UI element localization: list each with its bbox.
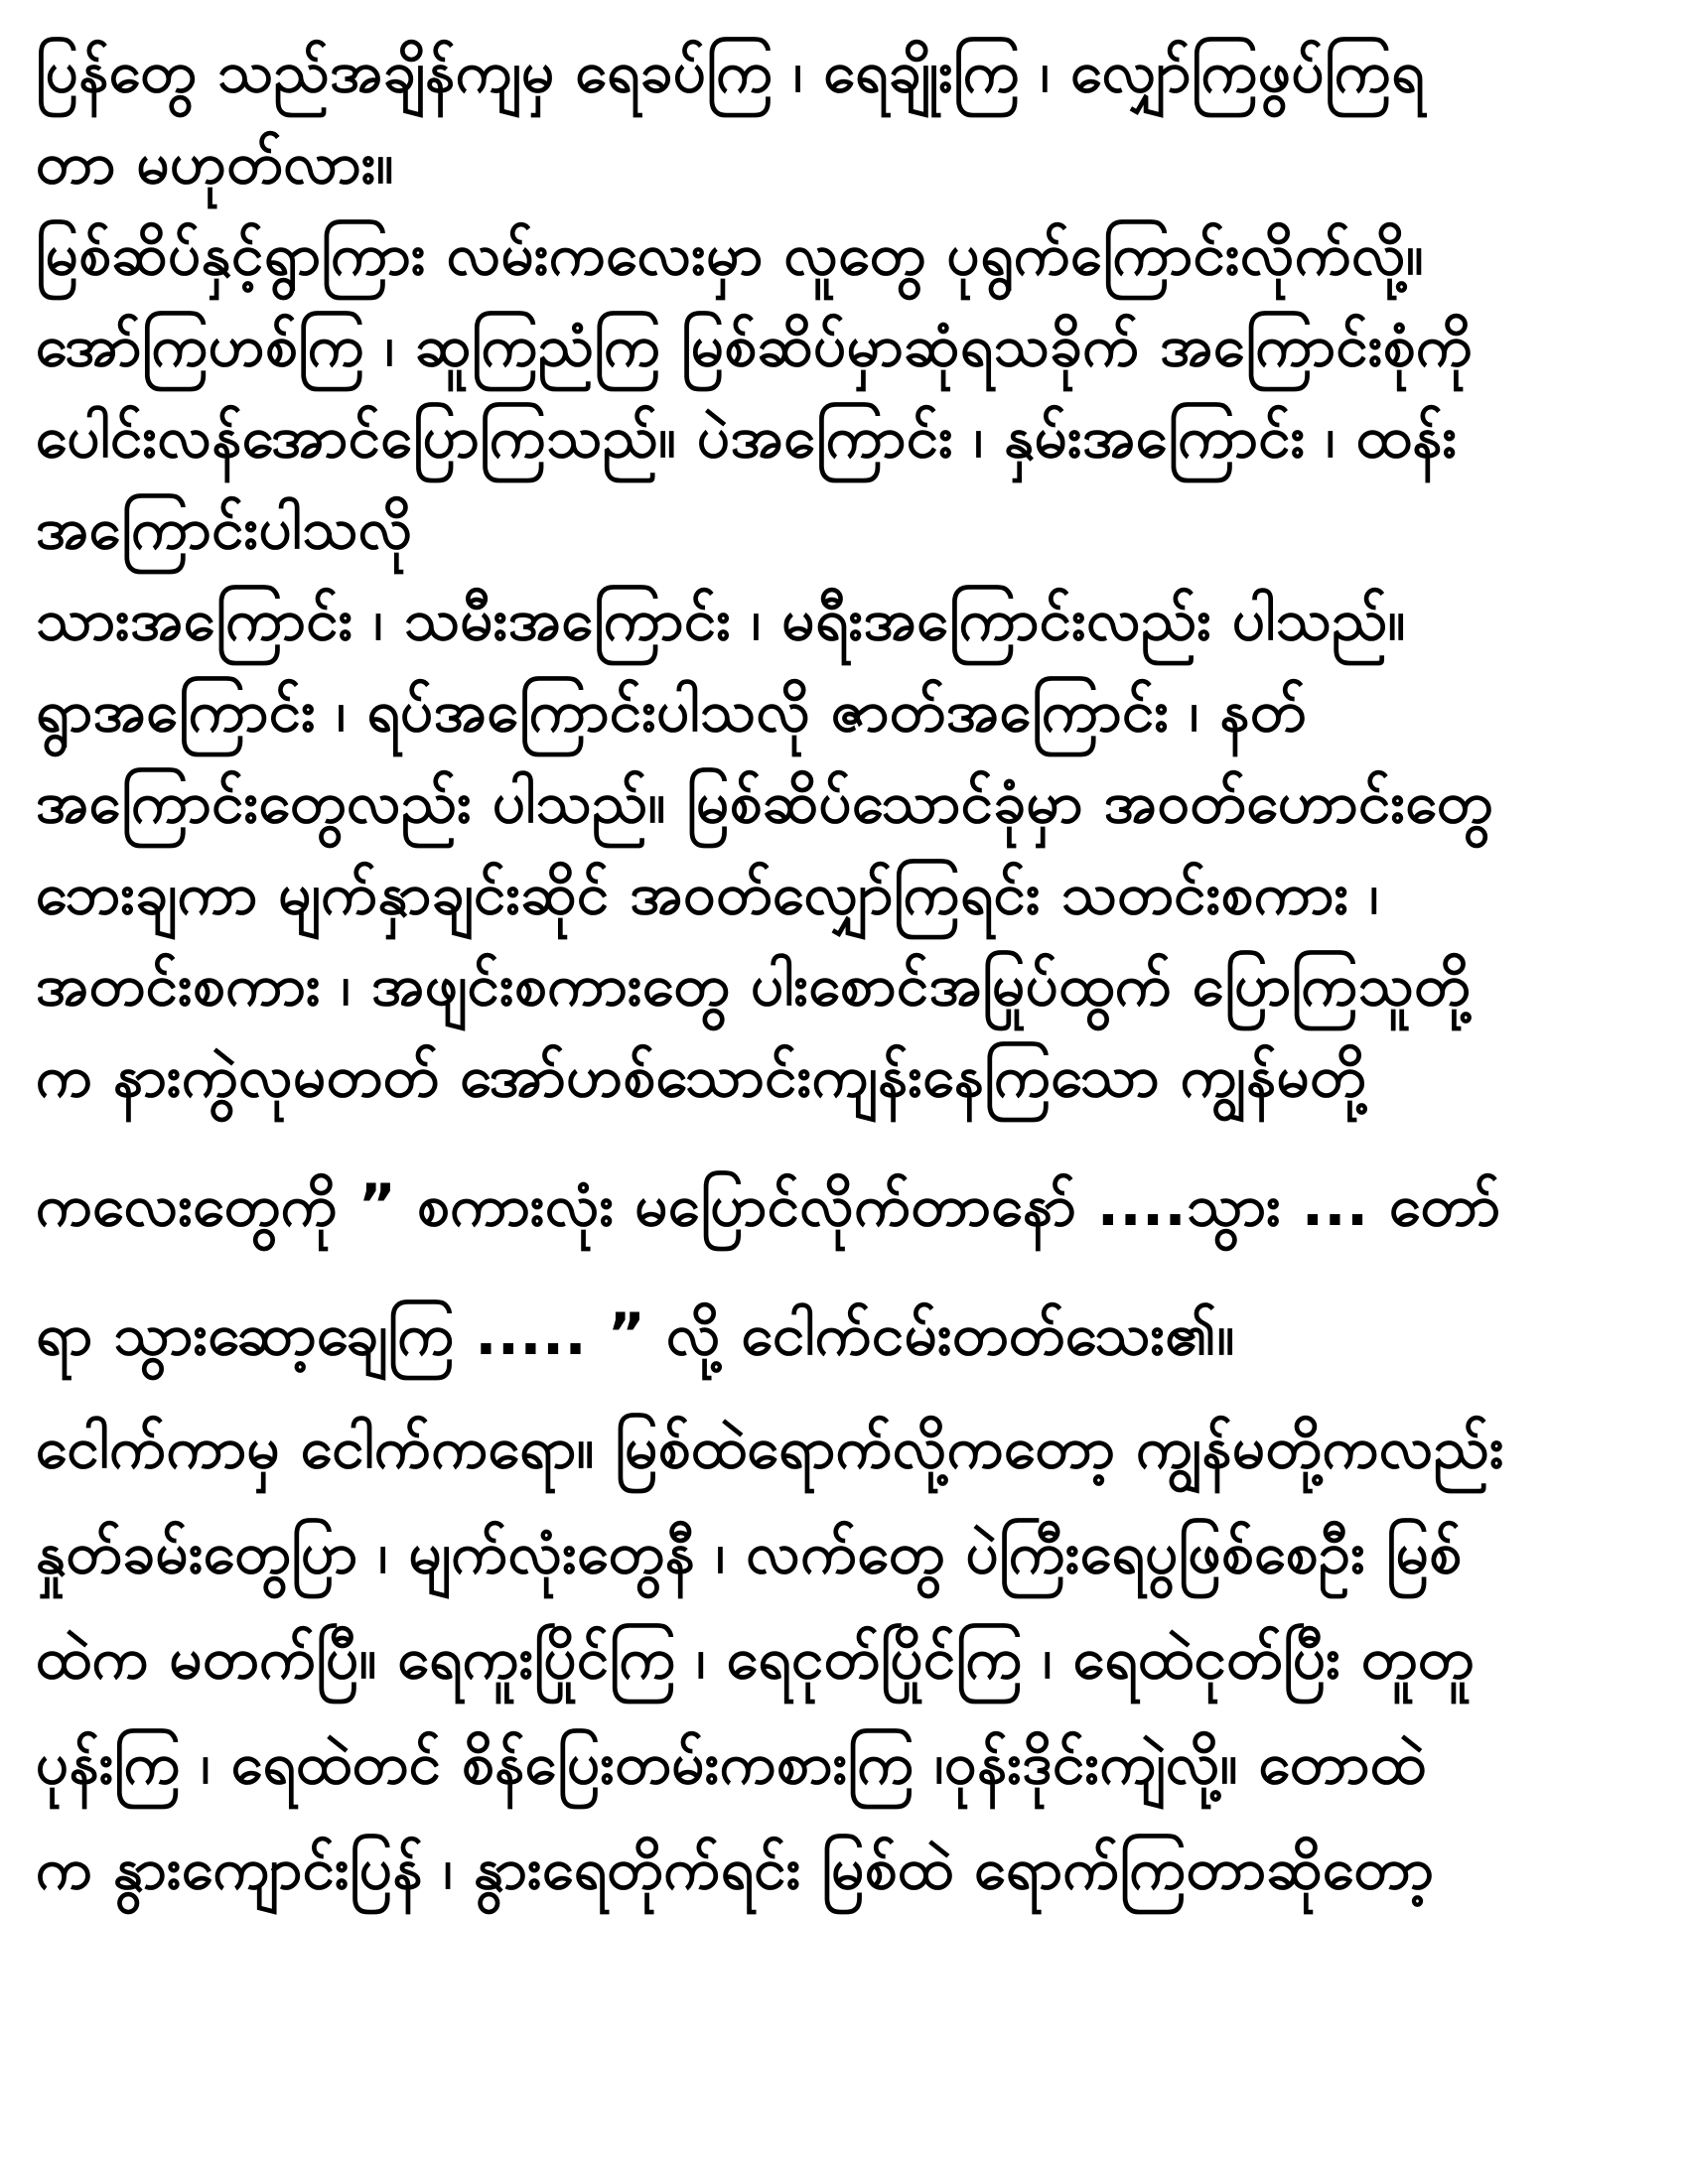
- text-line-7: သားအကြောင်း ၊ သမီးအကြောင်း ၊ မရီးအကြောင်းလည်း ပါသည်။: [36, 586, 1406, 653]
- text-line-1: ပြန်တွေ သည်အချိန်ကျမှ ရေခပ်ကြ ၊ ရေချိုးကြ ၊ လျှော်ကြဖွပ်ကြရ: [36, 38, 1425, 105]
- body-text: [36, 26, 1650, 1914]
- text-line-5: ပေါင်းလန်အောင်ပြောကြသည်။ ပဲအကြောင်း ၊ နှမ်းအကြောင်း ၊ ထန်း: [36, 403, 1458, 471]
- text-line-10: ဘေးချကာ မျက်နှာချင်းဆိုင် အဝတ်လျှော်ကြရင်း သတင်းစကား ၊: [36, 860, 1379, 927]
- text-line-17: ထဲက မတက်ပြီ။ ရေကူးပြိုင်ကြ ၊ ရေငုတ်ပြိုင်ကြ ၊ ရေထဲငုတ်ပြီး တူတူ: [36, 1624, 1475, 1692]
- text-line-4: အော်ကြဟစ်ကြ ၊ ဆူကြညံကြ မြစ်ဆိပ်မှာဆုံရသခိုက် အကြောင်းစုံကို: [36, 312, 1474, 379]
- text-line-9: အကြောင်းတွေလည်း ပါသည်။ မြစ်ဆိပ်သောင်ခုံမှာ အဝတ်ဟောင်းတွေ: [36, 768, 1493, 836]
- text-line-16: နှုတ်ခမ်းတွေပြာ ၊ မျက်လုံးတွေနီ ၊ လက်တွေ ပဲကြီးရေပွဖြစ်စေဦး မြစ်: [36, 1519, 1463, 1586]
- text-line-13: ကလေးတွေကို ” စကားလုံး မပြောင်လိုက်တာနော် ....သွား ... တော်: [36, 1171, 1501, 1239]
- text-line-2: တာ မဟုတ်လား။: [36, 129, 394, 197]
- text-line-15: ငေါက်ကာမှ ငေါက်ကရော။ မြစ်ထဲရောက်လို့ကတော့ ကျွန်မတို့ကလည်း: [36, 1414, 1505, 1481]
- text-line-14: ရာ သွားဆော့ချေကြ ..... ” လို့ ငေါက်ငမ်းတတ်သေး၏။: [36, 1300, 1235, 1368]
- text-line-12: က နားကွဲလုမတတ် အော်ဟစ်သောင်းကျန်းနေကြသော ကျွန်မတို့: [36, 1042, 1367, 1110]
- text-line-8: ရွာအကြောင်း ၊ ရပ်အကြောင်းပါသလို ဇာတ်အကြောင်း ၊ နတ်: [36, 677, 1308, 745]
- text-line-6: အကြောင်းပါသလို: [36, 494, 413, 562]
- text-line-18: ပုန်းကြ ၊ ရေထဲတင် စိန်ပြေးတမ်းကစားကြ ၊ဝုန်းဒိုင်းကျဲလို့။ တောထဲ: [36, 1729, 1427, 1797]
- text-line-3: မြစ်ဆိပ်နှင့်ရွာကြား လမ်းကလေးမှာ လူတွေ ပုရွက်ကြောင်းလိုက်လို့။: [36, 220, 1425, 288]
- text-line-11: အတင်းစကား ၊ အဖျင်းစကားတွေ ပါးစောင်အမြုပ်ထွက် ပြောကြသူတို့: [36, 951, 1472, 1019]
- text-line-19: က နွားကျောင်းပြန် ၊ နွားရေတိုက်ရင်း မြစ်ထဲ ရောက်ကြတာဆိုတော့: [36, 1835, 1435, 1902]
